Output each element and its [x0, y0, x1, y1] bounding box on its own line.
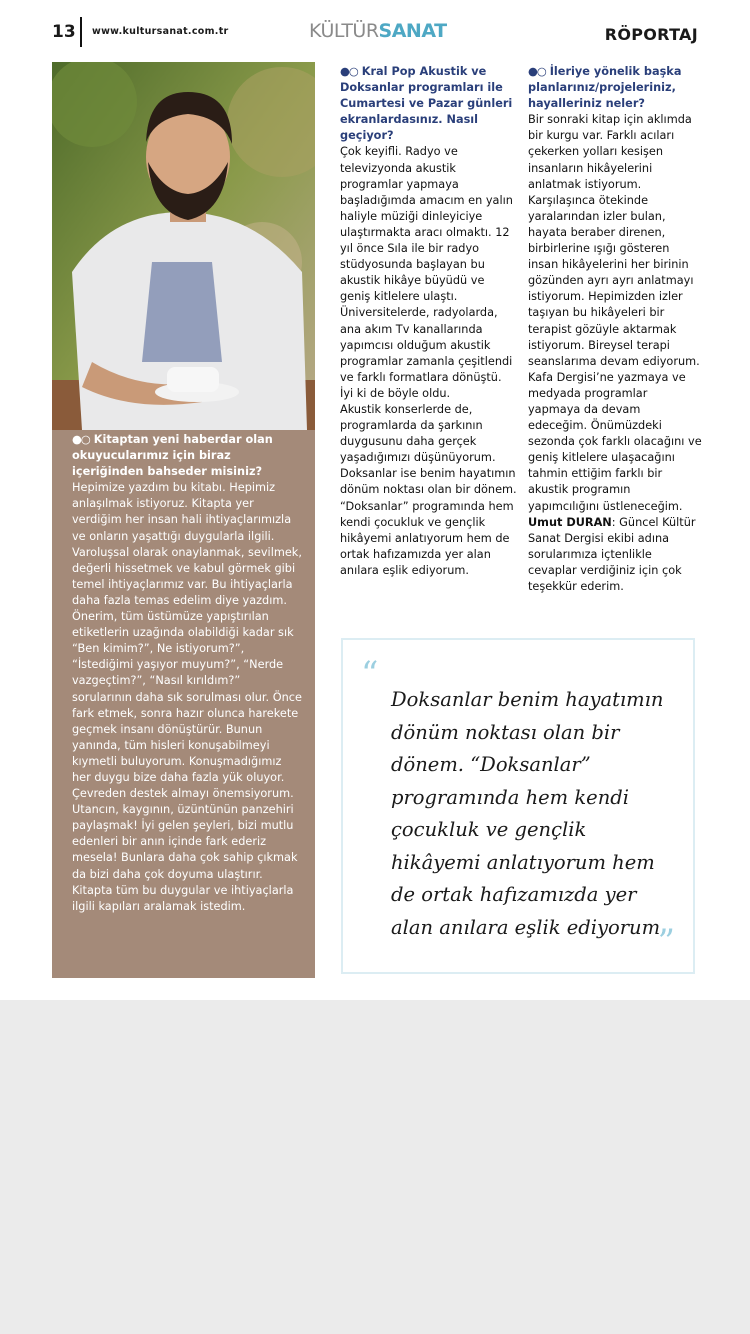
- close-quote-icon: ”: [657, 922, 675, 962]
- closing-text: : Güncel Kültür Sanat Dergisi ekibi adına sorularımıza içtenlikle cevaplar verdiğiniz için çok teşekkür ederim.: [528, 515, 696, 593]
- logo-part2: SANAT: [378, 20, 447, 42]
- left-qa-block: [72, 432, 302, 915]
- open-quote-icon: “: [361, 654, 379, 694]
- left-answer: Hepimize yazdım bu kitabı. Hepimiz anlaşılmak istiyoruz. Kitapta yer verdiğim her insan hali ihtiyaçlarımızla ve onların yaşattığı duygularla ilgili. Varoluşsal olarak onaylanmak, sevilmek, değerli hissetmek ve kabul görmek gibi temel ihtiyaçlarımız var. Bu ihtiyaçlarla daha fazla temas edelim diye yazdım. Önerim, tüm üstümüze yapıştırılan etiketlerin uzağında olabildiği kadar sık “Ben kimim?”, Ne istiyorum?”, “İstediğimi yaşıyor muyum?”, “Nerde vazgeçtim?”, “Nasıl kırıldım?” sorularının daha sık sorulması olur. Önce fark etmek, sonra hazır olunca harekete geçmek insanı dönüştürür. Bunun yanında, tüm hisleri konuşabilmeyi kıymetli buluyorum. Konuşmadığımız her duygu bize daha fazla yük oluyor. Çevreden destek almayı önemsiyorum. Utancın, kaygının, üzüntünün panzehiri paylaşmak! İyi gelen şeyleri, bizi mutlu edenleri bir anın içinde fark ederiz mesela! Bunlara daha çok sahip çıkmak da bizi daha çok doyuma ulaştırır. Kitapta tüm bu duygular ve ihtiyaçlarla ilgili kapıları aralamak istedim.: [72, 481, 302, 913]
- section-title: RÖPORTAJ: [604, 25, 698, 44]
- middle-column: [340, 64, 518, 579]
- header-url: www.kultursanat.com.tr: [92, 26, 229, 37]
- magazine-logo: [309, 20, 447, 42]
- middle-question: Kral Pop Akustik ve Doksanlar programları ile Cumartesi ve Pazar günleri ekranlardasınız. Nasıl geçiyor?: [340, 65, 513, 143]
- right-question: İleriye yönelik başka planlarınız/projeleriniz, hayalleriniz neler?: [528, 65, 682, 111]
- left-question: Kitaptan yeni haberdar olan okuyucularımız için biraz içeriğinden bahseder misiniz?: [72, 433, 273, 479]
- page-number: 13: [52, 22, 76, 42]
- right-column: [528, 64, 703, 595]
- logo-part1: KÜLTÜR: [309, 20, 379, 42]
- pull-quote-box: [341, 638, 695, 974]
- bullet-icon: ●○: [340, 65, 358, 78]
- middle-answer-1: Çok keyifli. Radyo ve televizyonda akustik programlar yapmaya başladığımda amacım en yalın haliyle müziği dinleyiciye ulaştırmakta aracı olmaktı. 12 yıl önce Sıla ile bir radyo stüdyosunda başlayan bu akustik hikâye büyüdü ve geniş kitlelere ulaştı. Üniversitelerde, radyolarda, ana akım Tv kanallarında yapımcısı olduğum akustik programlar zamanla çeşitlendi ve farklı formatlara dönüştü. İyi ki de böyle oldu.: [340, 145, 513, 400]
- bullet-icon: ●○: [72, 433, 90, 446]
- left-column: [52, 62, 315, 978]
- interviewee-photo: [52, 62, 315, 430]
- closing-name: Umut DURAN: [528, 515, 612, 529]
- middle-answer-2: Akustik konserlerde de, programlarda da şarkının duygusunu daha gerçek yaşadığımızı düşünüyorum. Doksanlar ise benim hayatımın dönüm noktası olan bir dönem. “Doksanlar” programında hem kendi çocukluk ve gençlik hikâyemi anlatıyorum hem de ortak hafızamızda yer alan anılara eşlik ediyorum.: [340, 402, 517, 577]
- interviewee-photo-image: [52, 62, 315, 430]
- closing-paragraph: [528, 515, 703, 595]
- right-answer: Bir sonraki kitap için aklımda bir kurgu var. Farklı acıları çekerken yolları kesişen insanların hikâyelerini anlatmak istiyorum. Karşılaşınca ötekinde yaralarından izler bulan, hayata beraber direnen, birbirlerine ışığı gösteren insan hikâyelerini her birinin gözünden ayrı ayrı anlatmayı istiyorum. Hepimizden izler taşıyan bu hikâyeleri bir terapist gözüyle aktarmak istiyorum. Bireysel terapi seanslarıma devam ediyorum. Kafa Dergisi’ne yazmaya ve medyada programlar yapmaya da devam edeceğim. Önümüzdeki sezonda çok farklı olacağını ve geniş kitlelere ulaşacağını tahmin ettiğim farklı bir akustik programın yapımcılığını üstleneceğim.: [528, 113, 702, 513]
- pull-quote-text: Doksanlar benim hayatımın dönüm noktası olan bir dönem. “Doksanlar” programında hem kendi çocukluk ve gençlik hikâyemi anlatıyorum hem de ortak hafızamızda yer alan anılara eşlik ediyorum.: [391, 688, 667, 939]
- header-divider: [80, 17, 82, 47]
- bullet-icon: ●○: [528, 65, 546, 78]
